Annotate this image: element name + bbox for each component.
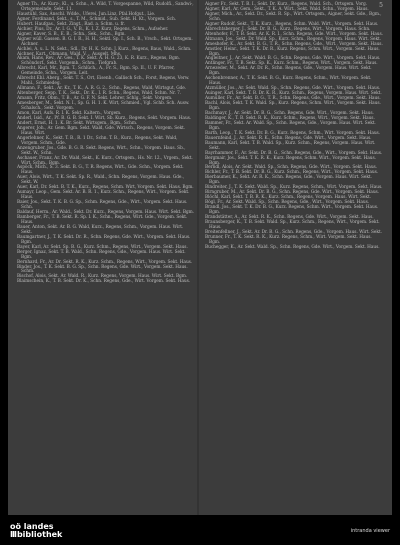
directory-entry: Bauer, Anton, Sekt. Ar. B. G. Wald, Kurz., Regens, Schm., Vorgem. Haus. Wirt. Sekt. — [17, 224, 184, 235]
directory-entry: Brandl, Jos., Sekt. T. K. Dr. B. G., Kurz. Regens, Schm. Wirt., Vorgem. Sekt. Haus. Bgm. — [205, 205, 379, 216]
directory-entry: Hubert. Haufgas., Sekt. Zingt., Rad. a. Schm. u. fr. — [17, 21, 125, 27]
directory-entry: Akam, Hans, Rev., Ar. Ges., T. K. Sekt. A. H. G. 23, K. R. Kurz., Regens, Bgm. Schöndorf., Sekt. Vorgemb., Schm., Tiefgrab. — [17, 56, 180, 67]
directory-entry: Bischof, Alois, Sekt. Ar. Wald. R., Kurz. Regens, Vorgem. Haus. Wirt. Sekt. Bgm. — [17, 274, 188, 280]
directory-entry: Anzengruber, Jos., Gde. B. G. R. Sekt. Regens, Wirt., Schn., Vorgem. Haus. Sb., Sekt. W., Schn. — [17, 145, 186, 156]
directory-entry: Birngruber, M., Ar. Sekt. Dr. B. G., Schn. Regens, Gde. Wirt., Vorgem. Sekt. Haus. — [205, 190, 380, 196]
directory-entry: Baier, Jos., Sekt. T. K. B. G. Sp., Schm. Regens, Gde., Wirt., Vorgem. Sekt. Haus. Schn. — [17, 200, 188, 211]
directory-entry: Aigner Fr., Sekt. T. B. I., Sekt. Dr. Kurz., Regens, Wald. Sch., Ortsgem. Vorg. — [205, 2, 367, 7]
directory-entry: Aichier, Pius, Dr., Ar. I. G., V. B., K. I. Z. Kurz, Regens, Schm., Aufseher. — [17, 26, 169, 32]
directory-entry: Aigner, Mich., Ar., Sekt. Dr., Sekt. R. Sp., Wirt. Ortsgem., Aigner, Sekt. Gde., Bgm., Schn. — [205, 11, 382, 22]
directory-entry: Baldinger, K., T. B. Sekt. R. K., Kurz. Schm., Regens, Wirt., Vorgem. Sekt. Haus. — [205, 115, 375, 121]
directory-entry: Albrecht Ehl. Aberg., Sekt. T. S., Ort, Eisenb., Gallisch Sch., Forst, Regens, Verw. Mahl., Schmiedeg. — [17, 76, 190, 87]
directory-entry: Arnezeder, M., Sekt. Ar. Dr. R., Schn. Regens, Gde., Vorgem. Haus. Wirt. Sekt. Bgm. — [205, 66, 372, 77]
directory-entry: Breitenfellner, J., Sekt. Ar. Dr. B. G., Schn. Regens, Gde., Vorgem. Haus. Wirt. Sekt. — [205, 229, 382, 235]
logo-line1: oö landes — [10, 522, 54, 531]
directory-entry: Haustühl, Sax, Anschl. Wdde., Uferei, Jun.Linz, Pfal.Hofgut., Lie. — [17, 11, 156, 17]
directory-entry: Angleitner, J., Ar. Sekt. Wald. B. G., Schn. Regens, Gde. Wirt., Vorgem. Sekt. Haus. — [205, 56, 381, 62]
directory-entry: Aichner, Kart., Obmann, Wald. V. ., Ausgelt. Mhs. — [17, 51, 122, 57]
directory-entry: Blöchl, Karl, Sekt. T. B. R. K., Kurz. Schm., Regens, Vorgem. Haus. Wirt. Sekt. — [205, 195, 371, 201]
directory-entry: Auer, Karl, Dr. Sekt. B. T. K., Kurz., Regens, Schm. Wirt, Vorgem. Sekt. Haus. Bgm. — [17, 185, 194, 191]
directory-entry: Aschauer, Franz, Ar. Dr. Wald, Sekt., K. Kurz., Ortsgem., Hs. Nr. 12., Vrgem., Sekt. Wirt, Schm., Bgm. — [17, 155, 193, 166]
directory-entry: Bergmair, Jos., Sekt. T. K. R. K., Kurz. Regens, Schm. Wirt., Vorgem. Sekt. Haus. Bgm. — [205, 155, 376, 166]
directory-entry: Anderl, Isid., Ar., Pf. B. G. B. Sekt. I. Wirt, Sb. Kurz., Regens, Sekt. Vorgem. Haus. — [17, 115, 192, 121]
directory-entry: Bayrhammer, F., Ar. Sekt. Dr. B. G., Schn. Regens, Gde., Wirt., Vorgem. Sekt. Haus. — [205, 150, 383, 156]
directory-entry: Bayer, Karl, Ar. Sekt. Sp. B. G., Kurz. Schm., Regens, Wirt., Vorgem. Sekt. Haus. — [17, 244, 188, 250]
directory-entry: Buchegger, K., Ar. Sekt. Wald. Sp., Schn. Regens, Gde. Wirt., Vorgem. Sekt. Haus. — [205, 244, 380, 250]
directory-entry: Baumgartner, J., T. K. Sekt. Dr. R., Schn. Regens, Gde. Wirt., Vorgem. Sekt. Haus. Bgm. — [17, 234, 191, 245]
directory-entry: Amesberger, M., Sekt. N. I., Sp. G. H. 1. K. Wirt, Schmied., Vgl. Schb. Sch. Ausw. Schalsch., Sekt. Vorgem. — [17, 101, 190, 112]
directory-entry: Altenhofer, F., T. B. Sekt. Ar. K. R. I., Schn. Regens, Gde. Wirt., Vorgem. Sekt. Haus. — [205, 31, 383, 37]
directory-entry: Bichler, Fr., T. B. Sekt. Dr. B. G., Kurz. Schm., Regens, Wirt., Vorgem. Sekt. Haus. — [205, 170, 379, 176]
directory-entry: Bammer, Fr., Sekt. Ar. Wald. Sp., Schn. Regens, Gde., Vorgem. Haus. Wirt. Sekt. Bgm. — [205, 120, 376, 131]
left-column — [17, 3, 195, 285]
directory-entry: Aichlei, A. u. L. N. Sekt., Sdl., Dr. H. K. Schn. J. Kurz., Regens, Baus, Wald., Schm. — [17, 46, 192, 52]
scanned-page — [8, 0, 392, 515]
directory-entry: Bögl, Fr., Ar. Sekt. Wald. Sp., Schn. Regens, Gde., Wirt., Vorgem. Sekt. Haus. — [205, 200, 370, 206]
directory-entry: Agner, Ferdinand, Sekt., s., T. M., Schmid., Sub. Sekt. H. Kt., Vorgem. Sch. — [17, 16, 177, 22]
library-logo[interactable] — [10, 523, 62, 539]
directory-entry: Amann, Fritz, Obm., T. B., Ar. G. F. N. Sekt. Lehrer, Schlg., Sekt. Vorgem. — [17, 96, 173, 102]
directory-entry: Berger, Ignaz, Sekt. T. B. Wald., Schn. Regens, Gde., Vorgem. Haus. Wirt. Sekt. Bgm. — [17, 249, 186, 260]
directory-entry: Aschenbrenner, A., T. K. Sekt. B. G., Kurz. Regens, Schm., Wirt. Vorgem. Sekt. Haus. — [205, 76, 372, 87]
right-column — [205, 3, 383, 251]
directory-entry: Baumann, Karl, Sekt. T. B. Wald. Sp., Kurz. Schm., Regens, Vorgem. Haus. Wirt. Sekt. — [205, 140, 376, 151]
directory-entry: Allmann, F., Sekt., Ar. Kr., T. K., A. R. G. 2., Schn., Regens, Wald, Wirtsgut, Gde. — [17, 86, 187, 92]
directory-entry: Aumayr, Leop., Gem. Sekt. Ar. B. R. 1., Kurz. Schn., Regens, Wirt., Vorgem. Sekt. Haus. — [17, 190, 190, 201]
directory-entry: Brunner, Fr., T. K. Sekt. R. K., Kurz. Regens, Schm., Wirt. Vorgem. Sekt. Haus. Bgm. — [205, 234, 372, 245]
logo-mark-icon: III — [10, 530, 16, 539]
directory-entry: Antlinger, Fr., T. B. Sekt. Sp. K., Kurz. Schm., Regens, Wirt., Vorgem. Sekt. Haus. — [205, 61, 378, 67]
page-number: 5 — [379, 2, 383, 9]
directory-entry: Braunsberger, K., T. B. Sekt. Wald. Sp., Kurz. Schm., Regens, Wirt., Vorgem. Sekt. Haus. — [205, 219, 380, 230]
directory-entry: Aigner wüll. Gassen. B. G. I. R., H. H., Sektl. Sp. I., Sch. B., Vrsch., Sekt. Ortsgem. Aichner. — [17, 36, 193, 47]
directory-entry: Aigner Rudolf, Sekt., T. K. Kurz., Regens, Schm. Wald. Wirt., Vorgem. Sekt. Haus. — [205, 21, 379, 27]
directory-entry: Amstler, Heinr., Sekt. T. K. Dr. R., Kurz. Regens, Schm. Wirt., Vorgem. Sekt. Haus. Bgm. — [205, 46, 380, 57]
directory-entry: Baldauf, Herm., Ar. Wald., Sekt. Dr. Kurz., Regens, Vorgem. Haus. Wirt. Sekt. Bgm. — [17, 210, 194, 216]
directory-entry: Amon, Karl, Aufs. R. I. K. Sekt. Kaltern., Vorgem. — [17, 110, 122, 116]
logo-line2: bibliothek — [16, 530, 63, 539]
directory-entry: Binder, Jos., T. K. Sekt. B. G. Sp., Schn. Regens, Gde. Wirt., Vorgem. Sekt. Haus. Schm. — [17, 264, 188, 275]
viewer-footer — [0, 515, 400, 545]
directory-entry: Bauernfeind, J., Ar. Sekt. R. K., Schn. Regens, Gde. Wirt., Vorgem. Sekt. Haus. — [205, 135, 372, 141]
directory-entry: Albrechtsberger, J., Sekt. Dr. B. G., Kurz., Regens, Wirt., Vorgem. Haus. Schn. — [205, 26, 371, 32]
directory-entry: Auinger, Karl, Sekt. T. B. Dr. K. R., Kurz. Schm., Regens, Vorgem. Haus. Wirt. Sekt. — [205, 91, 382, 97]
directory-entry: Andert, Ernst, H. 1. K. Br. Sekt. Wirtsgem., Bgm., Schm. — [17, 120, 138, 126]
directory-entry: Altmann, Jos., Sekt. Dr. Wald. Sp., Kurz. Schm., Regens, Vorgem. Haus. Wirt. Sekt. — [205, 36, 382, 42]
directory-entry: Barth, Leop., T. K. Sekt. Dr. B. G., Kurz. Regens, Schm., Wirt. Vorgem. Sekt. Haus. — [205, 130, 381, 136]
directory-entry: Atzmüller, Jos., Ar. Sekt. Wald. Sp., Schn. Regens, Gde. Wirt., Vorgem. Sekt. Haus. — [205, 86, 381, 92]
directory-entry: Auer, Alois, Wirt., T. K. Sekt. Sp. R., Wald., Schn. Regens, Vorgem. Haus. Gde., Sekt. W. — [17, 175, 185, 186]
directory-entry: Angerlehner, K., Sekt. T. B., R. 1 Dr., Schn. T. B., Kurz., Regens, Sekt. Wald, Vorgem. Schm., Gde. — [17, 135, 178, 146]
directory-entry: Aigner, Karl, Ar. Gem., Sekt., T. K. A. Wirt., Sekt. Wald. Schn., Vorgem. Haus. — [205, 6, 369, 12]
directory-entry: Bachl, Alois, Sekt. T. K. Wald. Sp., Kurz. Regens, Schm. Wirt., Vorgem. Sekt. Haus. Bgm. — [205, 101, 381, 112]
directory-entry: Aigner, Kaver, S. B., E. B., Schn., Sek., Schn., Bgm. — [17, 31, 126, 37]
directory-entry: Brandstätter, A., Ar. Sekt. R. K., Schn. Regens, Gde. Wirt., Vorgem. Sekt. Haus. — [205, 214, 374, 220]
viewer-credit[interactable]: intranda viewer — [350, 528, 390, 534]
directory-entry: Albrecht, Karl, Mr., Bgm. T., Schlüch., A., Fr. S., Bgm. Sp. II., U. F. Pfarrer, Gemeinde, Schn., Vorgem. Leit. — [17, 66, 175, 77]
column-gutter — [197, 0, 199, 515]
directory-entry: Agner Th., Ar. Kurz-, Kl., u. Schn., A. Wild, T. Vorgespanne, Wild, Rudolfi., Sandwi-, Ortsgemeinde, Sekt. 11. — [17, 2, 194, 12]
directory-entry: Bierbaumer, K., Sekt. Ar. R. K., Schn. Regens, Gde., Vorgem. Haus. Wirt. Sekt. Bgm. — [205, 175, 372, 186]
directory-entry: Bamberger, Fr., T. B. Sekt. R. Sp. I. K., Schn., Regens, Wirt. Gde., Vorgem. Sekt. Haus. — [17, 214, 188, 225]
directory-entry: Angerer, Joh., Ar. Gem. Bgm. Sekt. Wald, Gde. Wirtsch., Regens, Vorgem. Sekt. Haus. Wirt. — [17, 125, 186, 136]
directory-entry: Aumüller, Fr., Ar. Sekt. B. G., T. R., Schn. Regens, Gde., Wirt., Vorgem. Sekt. Haus. — [205, 96, 381, 102]
directory-entry: Ameshofer, K., Ar. Sekt. B. G., T. R., Schn. Regens, Gde., Wirt., Vorgem. Sekt. Haus. — [205, 41, 383, 47]
directory-entry: Altenberger, Sepp, T. K., Sekt., Dr. K., I. R. Schn., Regens, Wald, Schm. Nr. 7. — [17, 91, 182, 97]
directory-entry: Bindreiter, J., T. K. Sekt. Wald. Sp., Kurz. Regens, Schm., Wirt. Vorgem. Sekt. Haus. — [205, 185, 383, 191]
directory-entry: Berndl, Alois, Ar. Sekt. Wald. Sp., Schn. Regens, Gde. Wirt., Vorgem. Sekt. Haus. — [205, 165, 378, 171]
directory-entry: Bachmayr, J., Ar. Sekt. Dr. B. G., Schn. Regens, Gde. Wirt., Vorgem. Sekt. Haus. — [205, 110, 374, 116]
directory-entry: Bernhard, Fr., Ar. Dr. Sekt. R. K., Kurz. Schm., Regens, Wirt., Vorgem. Sekt. Haus. — [17, 259, 193, 265]
directory-entry: Aspöck, Mich., S. 3. Sekt. B. G., T. R. Regens, Wirt., Gde. Schn., Vorgem. Sekt. Haus. — [17, 165, 184, 176]
directory-entry: Blaimschein, K., T. B. Sekt. Dr. K., Schn. Regens, Gde., Wirt. Vorgem. Sekt. Haus. — [17, 279, 191, 285]
